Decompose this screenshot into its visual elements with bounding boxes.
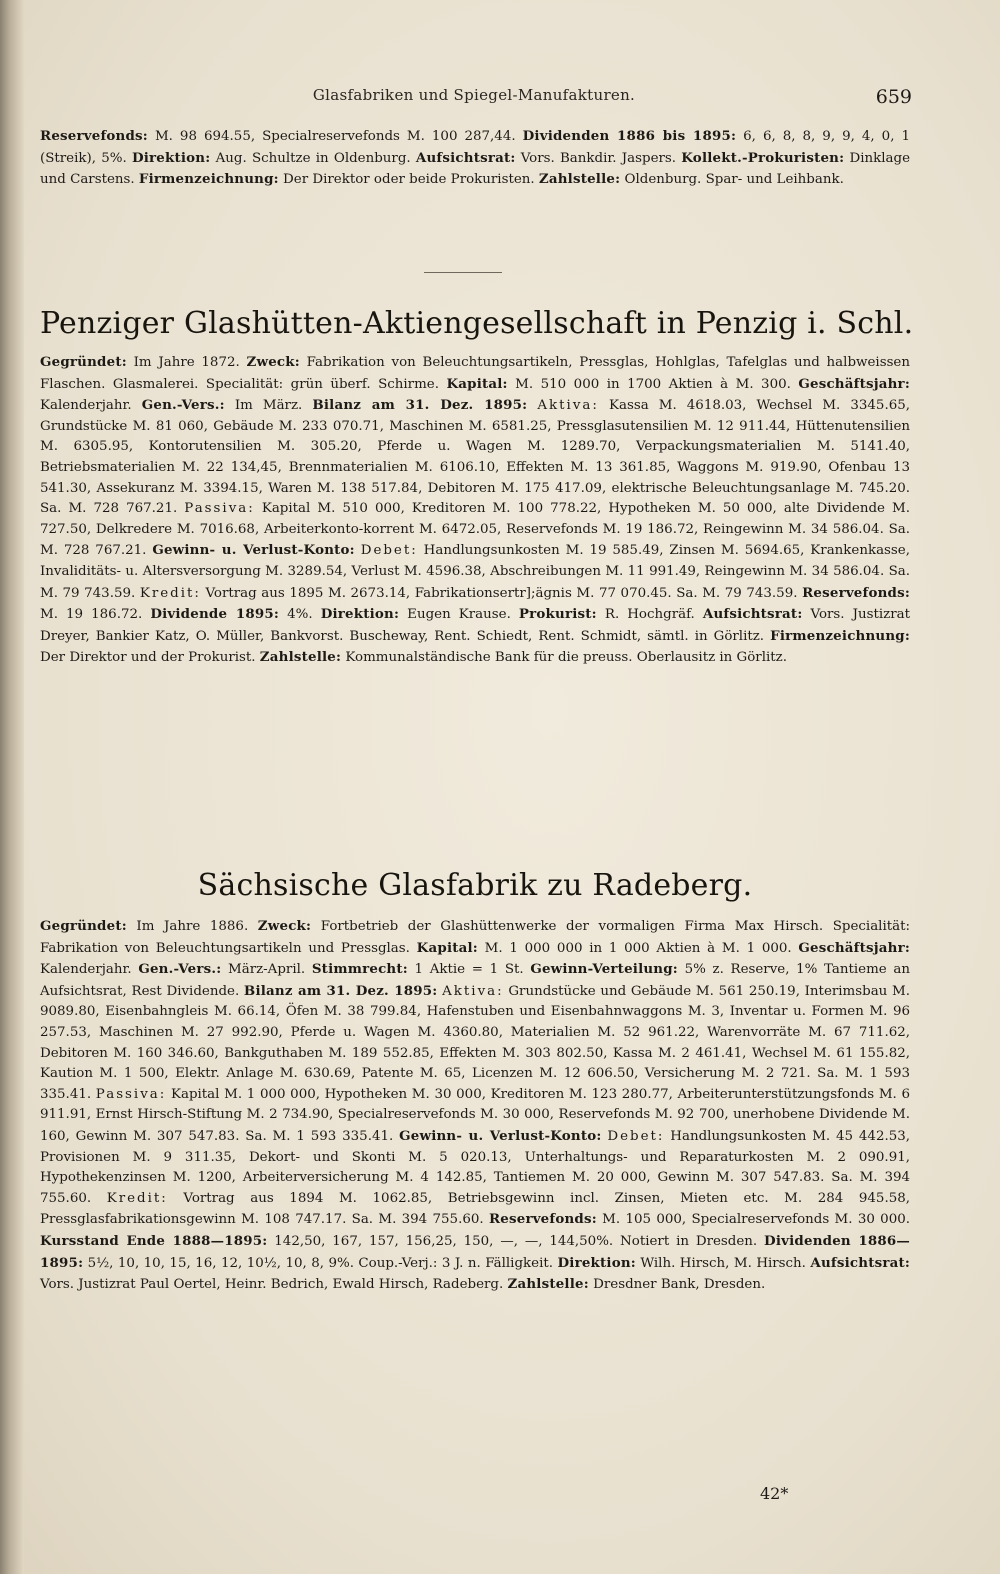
field-label: Gegründet: xyxy=(40,918,127,934)
field-label: Zahlstelle: xyxy=(507,1276,589,1293)
field-text: 1 Aktie = 1 St. xyxy=(407,962,524,978)
field-label: Kredit: xyxy=(106,1190,168,1206)
separator-rule xyxy=(424,272,502,273)
field-label: Gewinn- u. Verlust-Konto: xyxy=(152,542,355,559)
field-text: Handlungsunkosten M. 19 585.49, Zinsen M. 5694.65, Krankenkasse, Invaliditäts- u. Altersversorgung M. 3289.54, Verlust M. 4596.38, Abschreibungen M. 11 991.49, Reingewinn M. 34 586.04. Sa. M. 79 743.59. xyxy=(40,543,910,601)
field-label: Kollekt.-Prokuristen: xyxy=(681,149,845,166)
field-text: Grundstücke und Gebäude M. 561 250.19, Interimsbau M. 9089.80, Eisenbahngleis M. 66.14, Öfen M. 38 799.84, Hafenstuben und Eisenbahnwaggons M. 3, Inventar u. Formen M. 96 257.53, Maschinen M. 27 992.90, Pferde u. Wagen M. 4360.80, Materialien M. 52 961.22, Warenvorräte M. 67 711.62, Debitoren M. 160 346.60, Bankguthaben M. 189 552.85, Effekten M. 303 802.50, Kassa M. 2 461.41, Wechsel M. 61 155.82, Kaution M. 1 500, Elektr. Anlage M. 630.69, Patente M. 65, Licenzen M. 12 606.50, Versicherung M. 2 721. Sa. M. 1 593 335.41. xyxy=(40,983,910,1102)
entry-paragraph xyxy=(40,916,910,1296)
field-text: M. 510 000 in 1700 Aktien à M. 300. xyxy=(507,376,791,392)
field-label: Passiva: xyxy=(95,1086,167,1102)
field-text: Im Jahre 1886. xyxy=(126,919,258,934)
field-label: Aufsichtsrat: xyxy=(415,149,516,166)
field-text: M. 19 186.72. xyxy=(40,607,151,623)
field-text: Kalenderjahr. xyxy=(40,398,142,414)
field-label: Reservefonds: xyxy=(488,1211,597,1228)
field-label: Zahlstelle: xyxy=(538,171,621,188)
field-label: Kursstand Ende 1888—1895: xyxy=(40,1232,268,1249)
entry-line xyxy=(40,126,910,191)
field-text: März-April. xyxy=(221,962,312,978)
field-label: Direktion: xyxy=(131,149,211,166)
field-label: Geschäftsjahr: xyxy=(798,375,910,392)
field-text: Eugen Krause. xyxy=(399,607,511,623)
field-text: M. 105 000, Specialreservefonds M. 30 000. xyxy=(596,1212,910,1228)
field-text: Vortrag aus 1895 M. 2673.14, Fabrikationsertr];ägnis M. 77 070.45. Sa. M. 79 743.59. xyxy=(200,585,798,601)
field-label: Reservefonds: xyxy=(802,584,910,601)
field-text: Vors. Bankdir. Jaspers. xyxy=(515,150,677,166)
company-title-penzig: Penziger Glashütten-Aktiengesellschaft in Penzig i. Schl. xyxy=(40,306,914,341)
field-text: 6, 6, 8, 8, 9, 9, 4, 0, 1 (Streik), 5%. xyxy=(40,129,910,166)
field-label: Kredit: xyxy=(139,585,201,601)
field-label: Gegründet: xyxy=(40,354,127,370)
field-text: 5% z. Reserve, 1% Tantieme an Aufsichtsrat, Rest Dividende. xyxy=(40,962,910,999)
field-label: Firmenzeichnung: xyxy=(770,627,910,644)
field-label: Bilanz am 31. Dez. 1895: xyxy=(312,397,528,414)
field-text: Der Direktor oder beide Prokuristen. xyxy=(278,172,539,188)
field-label: Gewinn-Verteilung: xyxy=(530,961,678,978)
field-label: Dividenden 1886—1895: xyxy=(40,1232,910,1271)
sheet-signature-mark: 42* xyxy=(760,1484,789,1503)
field-label: Kapital: xyxy=(416,939,478,956)
field-text: Handlungsunkosten M. 45 442.53, Provisionen M. 9 311.35, Dekort- und Skonti M. 5 020.13, Unterhaltungs- und Reparaturkosten M. 2 090.91, Hypothekenzinsen M. 1200, Arbeiterversicherung M. 4 142.85, Tantiemen M. 20 000, Gewinn M. 307 547.83. Sa. M. 394 755.60. xyxy=(40,1128,911,1206)
field-label: Kapital: xyxy=(446,375,508,392)
field-text: Kommunalständische Bank für die preuss. Oberlausitz in Görlitz. xyxy=(341,650,787,666)
field-label: Reservefonds: xyxy=(40,128,148,144)
field-text: 5½, 10, 10, 15, 16, 12, 10½, 10, 8, 9%. Coup.-Verj.: 3 J. n. Fälligkeit. xyxy=(83,1255,553,1271)
entry-paragraph xyxy=(40,352,910,669)
company-entry-penzig xyxy=(40,352,910,669)
field-label: Aktiva: xyxy=(537,398,599,414)
field-label: Prokurist: xyxy=(518,606,597,623)
field-label: Aufsichtsrat: xyxy=(810,1254,910,1271)
field-label: Dividenden 1886 bis 1895: xyxy=(522,128,737,144)
field-text: Der Direktor und der Prokurist. xyxy=(40,650,256,666)
field-text: Kassa M. 4618.03, Wechsel M. 3345.65, Grundstücke M. 81 060, Gebäude M. 233 070.71, Maschinen M. 6581.25, Pressglasutensilien M. 12 911.44, Hüttenutensilien M. 6305.95, Kontorutensilien M. 305.20, Pferde u. Wagen M. 1289.70, Verpackungsmaterialien M. 5141.40, Betriebsmaterialien M. 22 134,45, Brennmaterialien M. 6106.10, Effekten M. 13 361.85, Waggons M. 919.90, Ofenbau 13 541.30, Assekuranz M. 3394.15, Waren M. 138 517.84, Debitoren M. 175 417.09, elektrische Beleuchtungsanlage M. 745.20. Sa. M. 728 767.21. xyxy=(40,398,911,517)
field-label: Debet: xyxy=(360,543,418,559)
field-label: Zweck: xyxy=(246,354,300,370)
field-text: Fabrikation von Beleuchtungsartikeln, Pressglas, Hohlglas, Tafelglas und halbweissen Flaschen. Glasmalerei. Specialität: grün überf. Schirme. xyxy=(40,355,910,392)
field-label: Stimmrecht: xyxy=(311,961,408,978)
field-label: Bilanz am 31. Dez. 1895: xyxy=(243,982,438,999)
field-text: Dinklage und Carstens. xyxy=(40,150,911,188)
field-label: Direktion: xyxy=(557,1254,636,1271)
field-label: Passiva: xyxy=(184,501,255,517)
field-label: Aktiva: xyxy=(442,983,504,999)
previous-entry-continuation xyxy=(40,126,910,191)
field-text: Oldenburg. Spar- und Leihbank. xyxy=(620,172,844,188)
field-text: Dresdner Bank, Dresden. xyxy=(588,1277,766,1293)
running-header: Glasfabriken und Spiegel-Manufakturen. xyxy=(312,86,636,104)
field-label: Debet: xyxy=(607,1128,665,1144)
field-text: Vors. Justizrat Paul Oertel, Heinr. Bedrich, Ewald Hirsch, Radeberg. xyxy=(40,1277,508,1293)
field-label: Gen.-Vers.: xyxy=(138,961,222,978)
field-label: Gen.-Vers.: xyxy=(141,397,225,414)
field-text: 4%. xyxy=(279,607,321,623)
field-text: Kapital M. 1 000 000, Hypotheken M. 30 000, Kreditoren M. 123 280.77, Arbeiterunterstützungsfonds M. 6 911.91, Ernst Hirsch-Stiftung M. 2 734.90, Specialreservefonds M. 30 000, Reservefonds M. 92 700, unerhobene Dividende M. 160, Gewinn M. 307 547.83. Sa. M. 1 593 335.41. xyxy=(40,1086,910,1144)
field-text: Im Jahre 1872. xyxy=(126,355,247,370)
field-label: Dividende 1895: xyxy=(150,606,280,623)
company-title-radeberg: Sächsische Glasfabrik zu Radeberg. xyxy=(197,868,753,903)
field-text: Vortrag aus 1894 M. 1062.85, Betriebsgewinn incl. Zinsen, Mieten etc. M. 284 945.58, Pressglasfabrikationsgewinn M. 108 747.17. Sa. M. 394 755.60. xyxy=(40,1190,910,1228)
field-label: Geschäftsjahr: xyxy=(798,939,911,956)
field-label: Zahlstelle: xyxy=(259,649,342,666)
field-text: Kapital M. 510 000, Kreditoren M. 100 778.22, Hypotheken M. 50 000, alte Dividende M. 727.50, Delkredere M. 7016.68, Arbeiterkonto-korrent M. 6472.05, Reservefonds M. 19 186.72, Reingewinn M. 34 586.04. Sa. M. 728 767.21. xyxy=(40,501,910,559)
book-spine-shadow xyxy=(0,0,24,1574)
field-text: R. Hochgräf. xyxy=(596,607,703,623)
field-text: Vors. Justizrat Dreyer, Bankier Katz, O. Müller, Bankvorst. Buscheway, Rent. Schiedt, Rent. Schmidt, sämtl. in Görlitz. xyxy=(40,607,910,644)
company-entry-radeberg xyxy=(40,916,910,1296)
field-label: Firmenzeichnung: xyxy=(138,171,279,188)
field-text: Im März. xyxy=(224,398,303,414)
field-label: Aufsichtsrat: xyxy=(702,606,803,623)
field-text: M. 98 694.55, Specialreservefonds M. 100 287,44. xyxy=(147,129,516,144)
field-text: M. 1 000 000 in 1 000 Aktien à M. 1 000. xyxy=(477,940,792,956)
page-number: 659 xyxy=(875,86,912,108)
field-text: 142,50, 167, 157, 156,25, 150, —, —, 144,50%. Notiert in Dresden. xyxy=(267,1233,758,1249)
field-text: Fortbetrieb der Glashüttenwerke der vormaligen Firma Max Hirsch. Specialität: Fabrikation von Beleuchtungsartikeln und Pressglas. xyxy=(40,919,910,956)
field-label: Direktion: xyxy=(320,606,400,623)
field-text: Wilh. Hirsch, M. Hirsch. xyxy=(635,1255,811,1271)
field-text: Aug. Schultze in Oldenburg. xyxy=(210,150,416,166)
field-text: Kalenderjahr. xyxy=(40,962,139,978)
field-label: Zweck: xyxy=(257,918,312,934)
field-label: Gewinn- u. Verlust-Konto: xyxy=(399,1127,602,1144)
